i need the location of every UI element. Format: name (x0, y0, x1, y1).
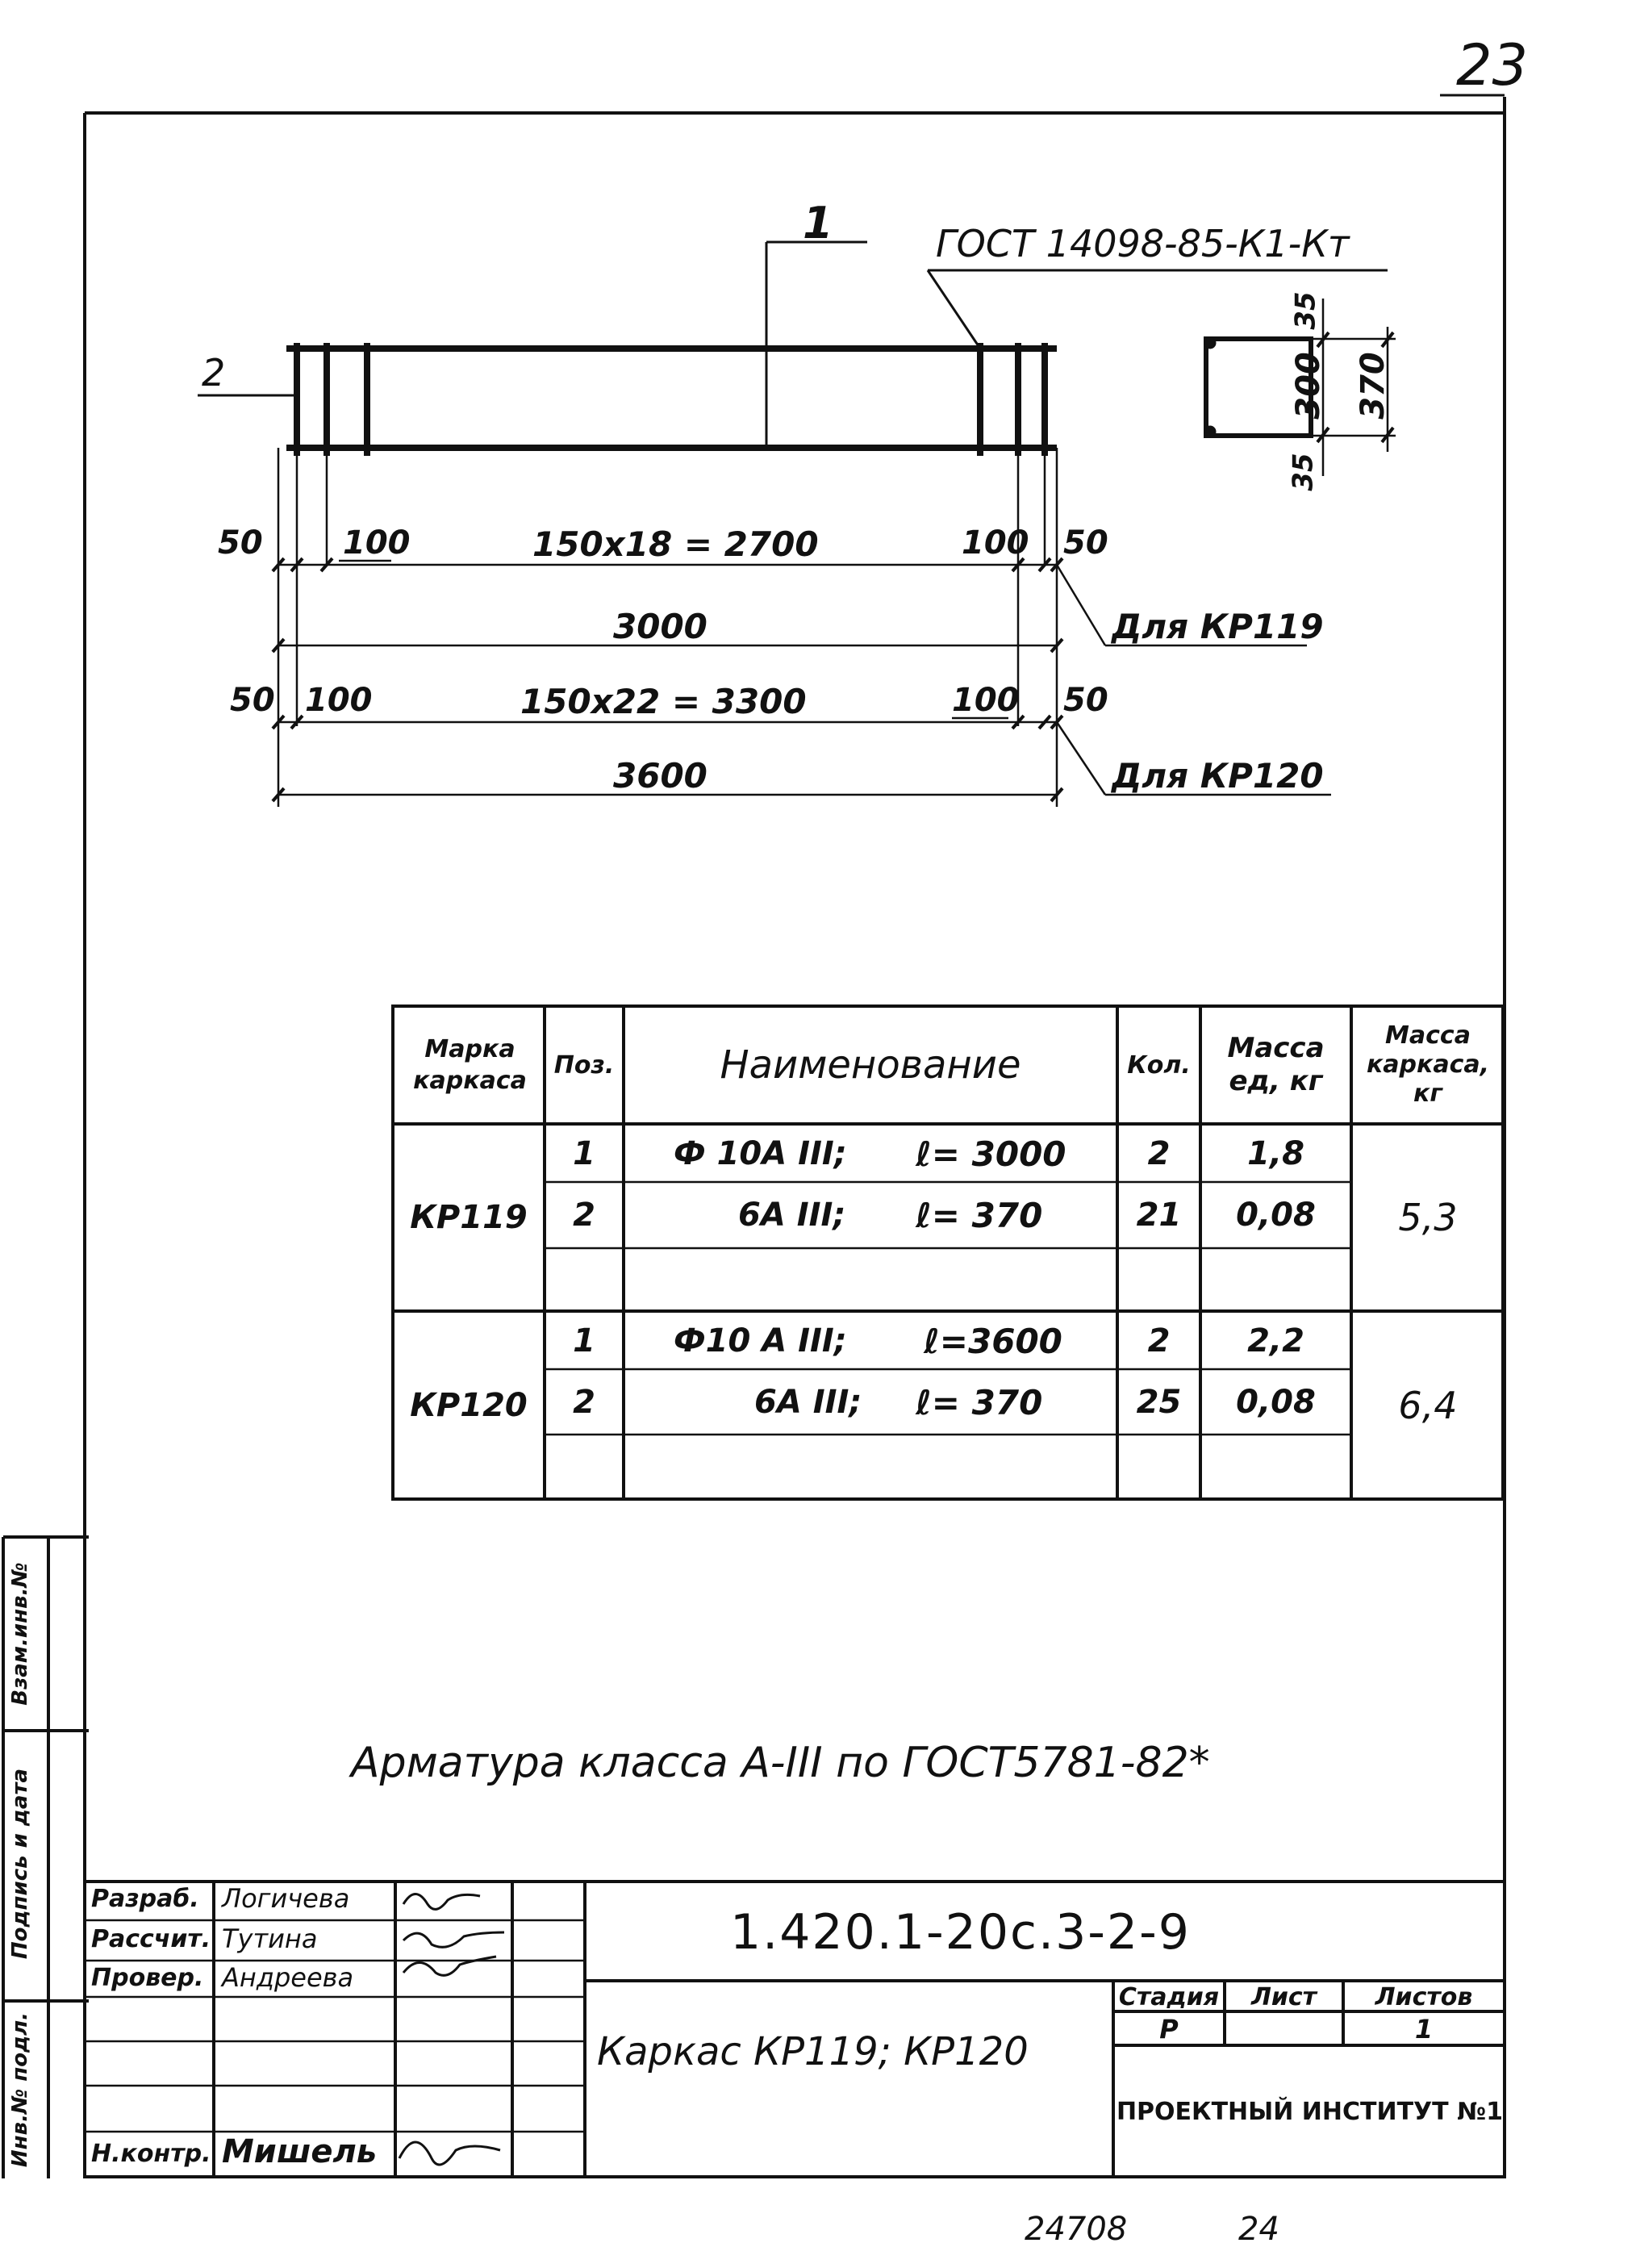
cage-drawing (0, 0, 1632, 888)
footer-right: 24 (1238, 2211, 1279, 2248)
row-name: 6А III; (738, 1197, 846, 1234)
section-dim-bottom: 35 (1287, 453, 1320, 491)
row-length: ℓ= 3000 (916, 1134, 1066, 1174)
role-label: Рассчит. (91, 1925, 211, 1953)
header-pos: Поз. (553, 1050, 615, 1080)
kr120-left-end: 50 (230, 682, 275, 719)
role-name: Мишель (222, 2133, 378, 2170)
section-dim-total: 370 (1354, 352, 1392, 420)
kr119-right-step: 100 (962, 524, 1029, 562)
drawing-title: Каркас КР119; КР120 (597, 2029, 1029, 2074)
kr120-right-step: 100 (952, 682, 1020, 719)
header-frame-mass: Масса каркаса, кг (1366, 1021, 1490, 1108)
reinforcement-note: Арматура класса А-III по ГОСТ5781-82* (351, 1739, 1210, 1787)
kr120-right-end: 50 (1063, 682, 1108, 719)
row-pos: 2 (573, 1384, 595, 1421)
role-label: Провер. (91, 1964, 204, 1992)
side-strip-inventory: Инв.№ подл. (8, 2011, 32, 2168)
callout-pos2: 2 (202, 351, 226, 395)
row-qty: 2 (1147, 1135, 1171, 1172)
header-name: Наименование (720, 1042, 1021, 1088)
section-dim-middle: 300 (1289, 352, 1327, 420)
row-length: ℓ=3600 (924, 1321, 1062, 1361)
row-mass: 0,08 (1236, 1384, 1316, 1421)
row-pos: 2 (573, 1197, 595, 1234)
title-block (85, 1880, 1505, 2178)
header-unit-mass: Масса ед, кг (1227, 1032, 1325, 1097)
group-mass-kr120: 6,4 (1398, 1383, 1458, 1427)
kr119-right-end: 50 (1063, 524, 1108, 562)
row-qty: 2 (1147, 1322, 1171, 1360)
row-qty: 25 (1136, 1384, 1182, 1421)
group-mark-kr120: КР120 (410, 1386, 528, 1424)
section-dim-top: 35 (1289, 291, 1322, 330)
row-pos: 1 (573, 1322, 595, 1360)
role-name: Тутина (222, 1923, 318, 1954)
row-mass: 1,8 (1247, 1135, 1304, 1172)
side-strip-replacement: Взам.инв.№ (8, 1562, 32, 1706)
sheets-header: Листов (1375, 1982, 1473, 2011)
kr119-label: Для КР119 (1112, 607, 1324, 646)
row-mass: 0,08 (1236, 1197, 1316, 1234)
organization: ПРОЕКТНЫЙ ИНСТИТУТ №1 (1116, 2097, 1504, 2126)
role-name: Андреева (222, 1962, 354, 1993)
kr120-left-step: 100 (305, 682, 373, 719)
group-mark-kr119: КР119 (410, 1199, 528, 1236)
kr120-label: Для КР120 (1112, 756, 1324, 796)
footer-left: 24708 (1025, 2211, 1128, 2248)
row-pos: 1 (573, 1135, 595, 1172)
row-name: 6А III; (754, 1384, 862, 1421)
document-code: 1.420.1-20с.3-2-9 (730, 1904, 1191, 1961)
sheets-value: 1 (1414, 2014, 1434, 2045)
role-name: Логичева (222, 1883, 350, 1914)
kr120-middle: 150x22 = 3300 (520, 682, 807, 721)
header-mark: Марка каркаса (413, 1035, 527, 1095)
row-name: Ф10 А III; (674, 1322, 847, 1360)
spec-table (391, 1005, 1505, 1501)
stage-value: Р (1159, 2014, 1179, 2045)
gost-label: ГОСТ 14098-85-К1-Кт (936, 222, 1350, 265)
header-qty: Кол. (1127, 1050, 1191, 1080)
group-mass-kr119: 5,3 (1398, 1196, 1458, 1239)
kr120-total: 3600 (613, 756, 707, 796)
row-name: Ф 10А III; (674, 1135, 847, 1172)
row-length: ℓ= 370 (916, 1382, 1043, 1422)
stage-header: Стадия (1118, 1982, 1220, 2011)
sheet-value (1226, 2013, 1342, 2045)
row-mass: 2,2 (1247, 1322, 1304, 1360)
callout-pos1: 1 (803, 198, 833, 249)
kr119-left-end: 50 (218, 524, 263, 562)
role-label: Н.контр. (91, 2140, 211, 2168)
row-length: ℓ= 370 (916, 1195, 1043, 1235)
sheet-header: Лист (1250, 1982, 1317, 2011)
kr119-left-step: 100 (343, 524, 411, 562)
row-qty: 21 (1136, 1197, 1182, 1234)
kr119-total: 3000 (613, 607, 707, 646)
kr119-middle: 150x18 = 2700 (532, 524, 819, 564)
role-label: Разраб. (91, 1885, 199, 1913)
page-number: 23 (1456, 32, 1529, 98)
side-strip-signature: Подпись и дата (8, 1768, 32, 1960)
